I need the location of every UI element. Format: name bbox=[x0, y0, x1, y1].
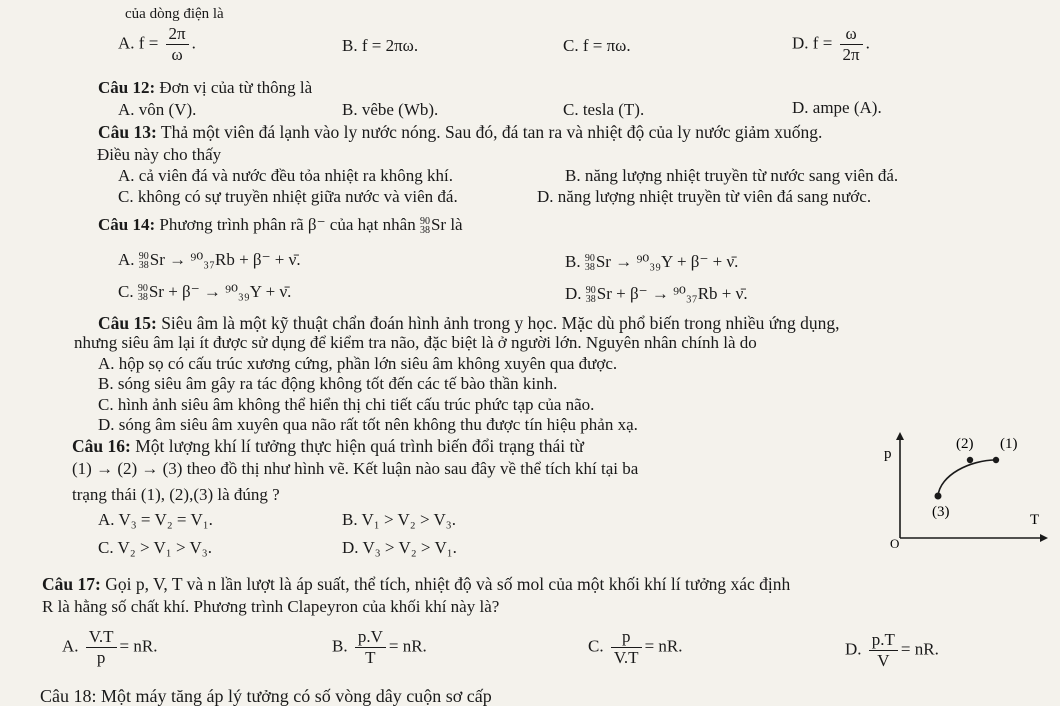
state-3-label: (3) bbox=[932, 504, 950, 520]
p-label: p bbox=[884, 446, 892, 462]
q12-option-b: B. vêbe (Wb). bbox=[342, 100, 439, 119]
q14-option-b: B. 90 38 Sr → ⁹⁰₃₉Y + β⁻ + ν̄. bbox=[565, 252, 739, 274]
q15-stem-cont: nhưng siêu âm lại ít được sử dụng để kiểm tra não, đặc biệt là ở người lớn. Nguyên nhân chính là do bbox=[74, 333, 757, 352]
q15-option-c: C. hình ảnh siêu âm không thể hiển thị chi tiết cấu trúc phức tạp của não. bbox=[98, 395, 595, 414]
q18-stem-partial: Câu 18: Một máy tăng áp lý tưởng có số vòng dây cuộn sơ cấp bbox=[40, 686, 492, 706]
q14-option-d: D. 90 38 Sr + β⁻ → ⁹⁰₃₇Rb + ν̄. bbox=[565, 284, 748, 306]
origin-label: O bbox=[890, 536, 900, 550]
q16-pt-graph bbox=[870, 430, 1050, 550]
q12-option-d: D. ampe (A). bbox=[792, 98, 882, 117]
state-1-point bbox=[993, 457, 999, 463]
q11-option-a: A. f = $\frac{2\pi}{\omega}$ . bbox=[118, 24, 196, 64]
q14-stem: Câu 14: Phương trình phân rã β⁻ của hạt nhân 90 38 Sr là bbox=[98, 215, 463, 237]
q11-stem-tail: của dòng điện là bbox=[125, 6, 224, 22]
q11-option-c: C. f = πω. bbox=[563, 36, 631, 55]
q17-stem: Câu 17: Gọi p, V, T và n lần lượt là áp suất, thể tích, nhiệt độ và số mol của một khối khí lí tưởng xác định bbox=[42, 574, 791, 594]
q15-option-a: A. hộp sọ có cấu trúc xương cứng, phần lớn siêu âm không xuyên qua được. bbox=[98, 354, 618, 373]
t-axis-arrow bbox=[1040, 534, 1048, 542]
q17-option-a: A. $\frac{V.T}{p}$ = nR. bbox=[62, 627, 158, 667]
state-2-label: (2) bbox=[956, 436, 974, 452]
q13-option-c: C. không có sự truyền nhiệt giữa nước và viên đá. bbox=[118, 187, 458, 206]
q15-option-d: D. sóng âm siêu âm xuyên qua não rất tốt nên không thu được tín hiệu phản xạ. bbox=[98, 415, 638, 434]
q13-stem: Câu 13: Thả một viên đá lạnh vào ly nước nóng. Sau đó, đá tan ra và nhiệt độ của ly nước giảm xuống. bbox=[98, 122, 823, 142]
q13-option-b: B. năng lượng nhiệt truyền từ nước sang viên đá. bbox=[565, 166, 899, 185]
q15-option-b: B. sóng siêu âm gây ra tác động không tốt đến các tế bào thần kinh. bbox=[98, 374, 558, 393]
q11-option-b: B. f = 2πω. bbox=[342, 36, 419, 55]
q14-option-a: A. 90 38 Sr → ⁹⁰₃₇Rb + β⁻ + ν̄. bbox=[118, 250, 301, 272]
q17-option-d: D. $\frac{p.T}{V}$ = nR. bbox=[845, 630, 939, 670]
q14-option-c: C. 90 38 Sr + β⁻ → ⁹⁰₃₉Y + ν̄. bbox=[118, 282, 292, 304]
q16-stem-cont: (1) → (2) → (3) theo đồ thị như hình vẽ. Kết luận nào sau đây về thể tích khí tại ba bbox=[72, 459, 639, 478]
q11-option-d: D. f = $\frac{\omega}{2\pi}$ . bbox=[792, 24, 870, 64]
t-label: T bbox=[1030, 512, 1040, 528]
q16-option-c: C. V₂ > V₁ > V₃. bbox=[98, 538, 212, 557]
q16-option-d: D. V₃ > V₂ > V₁. bbox=[342, 538, 457, 557]
q13-option-d: D. năng lượng nhiệt truyền từ viên đá sang nước. bbox=[537, 187, 872, 206]
q17-option-b: B. $\frac{p.V}{T}$ = nR. bbox=[332, 627, 427, 667]
state-2-point bbox=[967, 457, 973, 463]
q17-option-c: C. $\frac{p}{V.T}$ = nR. bbox=[588, 627, 683, 667]
q12-option-c: C. tesla (T). bbox=[563, 100, 645, 119]
p-axis-arrow bbox=[896, 432, 904, 440]
q16-option-b: B. V₁ > V₂ > V₃. bbox=[342, 510, 456, 529]
q15-stem: Câu 15: Siêu âm là một kỹ thuật chẩn đoán hình ảnh trong y học. Mặc dù phổ biến trong nhiều ứng dụng, bbox=[98, 313, 840, 333]
q16-stem-cont2: trạng thái (1), (2),(3) là đúng ? bbox=[72, 485, 280, 504]
q16-stem: Câu 16: Một lượng khí lí tưởng thực hiện quá trình biến đổi trạng thái từ bbox=[72, 436, 584, 456]
q12-stem: Câu 12: Đơn vị của từ thông là bbox=[98, 78, 313, 97]
q17-stem-cont: R là hằng số chất khí. Phương trình Clapeyron của khối khí này là? bbox=[42, 597, 500, 616]
q13-option-a: A. cả viên đá và nước đều tỏa nhiệt ra không khí. bbox=[118, 166, 453, 185]
q16-option-a: A. V₃ = V₂ = V₁. bbox=[98, 510, 213, 529]
q13-stem-cont: Điều này cho thấy bbox=[97, 145, 222, 164]
process-curve bbox=[938, 460, 996, 496]
q12-option-a: A. vôn (V). bbox=[118, 100, 197, 119]
state-1-label: (1) bbox=[1000, 436, 1018, 452]
state-3-point bbox=[935, 493, 942, 500]
